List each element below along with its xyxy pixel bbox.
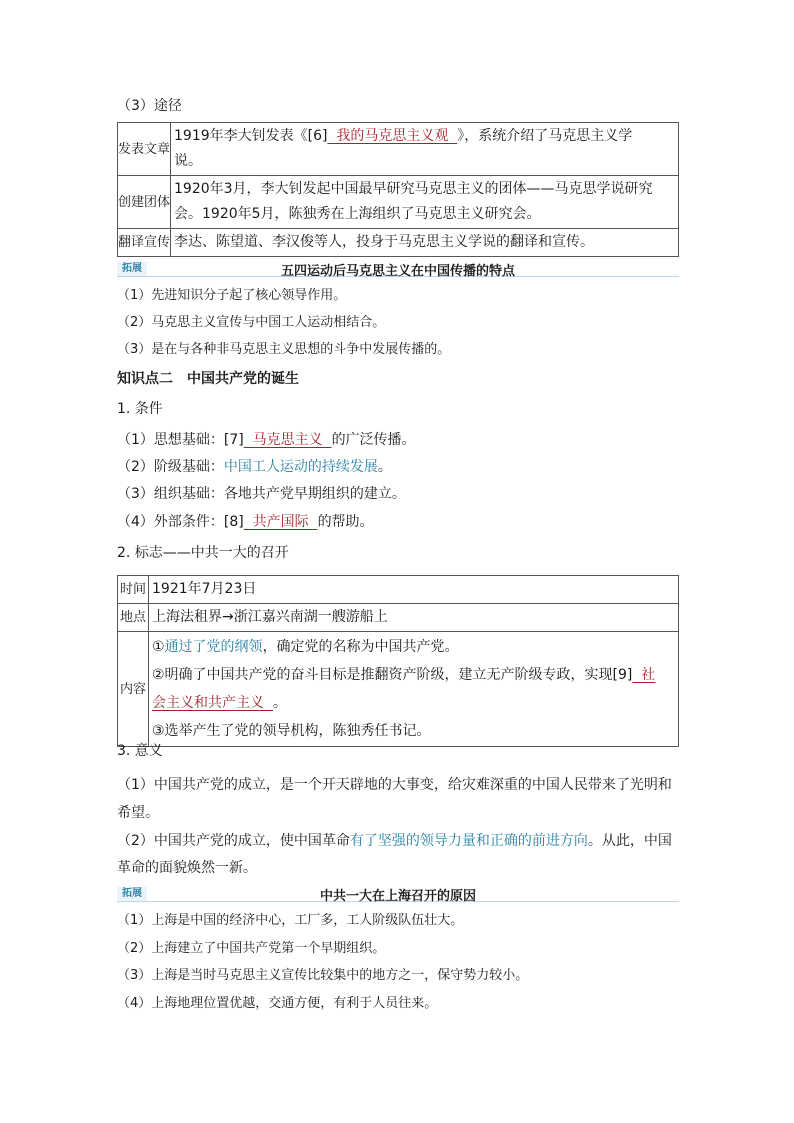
highlight-text: 中国工人运动的持续发展: [223, 459, 378, 475]
list-item: （1）上海是中国的经济中心，工厂多，工人阶级队伍壮大。: [117, 913, 464, 928]
table-row: [118, 123, 679, 176]
extension-title: 五四运动后马克思主义在中国传播的特点: [280, 264, 515, 279]
table-first-congress: [117, 575, 679, 747]
table-row: [118, 604, 679, 632]
extension-bar: [117, 262, 679, 277]
text: （4）外部条件：[8]: [117, 514, 244, 530]
list-item: （3）组织基础：各地共产党早期组织的建立。: [117, 486, 406, 502]
paragraph-line: 革命的面貌焕然一新。: [117, 860, 257, 876]
text: 的广泛传播。: [331, 432, 416, 448]
extension-bar: [117, 887, 679, 902]
text: 。: [377, 459, 392, 475]
text: 。: [272, 695, 287, 711]
answer-9-cont: 会主义和共产主义: [152, 695, 273, 711]
list-item: （3）上海是当时马克思主义宣传比较集中的地方之一，保守势力较小。: [117, 968, 529, 983]
text: 的帮助。: [317, 514, 374, 530]
row-label: 地点: [118, 604, 149, 632]
text: （1）思想基础：[7]: [117, 432, 244, 448]
row-label: 发表文章: [118, 123, 171, 176]
paragraph-line: [117, 831, 672, 851]
extension-badge: 拓展: [117, 262, 147, 276]
list-item: [117, 512, 374, 532]
row-content: 李达、陈望道、李汉俊等人，投身于马克思主义学说的翻译和宣传。: [171, 229, 679, 257]
paragraph-line: （1）中国共产党的成立，是一个开天辟地的大事变，给灾难深重的中国人民带来了光明和: [117, 777, 672, 793]
list-item: [117, 457, 392, 477]
text: ，确定党的名称为中国共产党。: [262, 639, 459, 655]
answer-7: 马克思主义: [243, 432, 332, 448]
row-content: [149, 632, 679, 747]
list-item: （2）马克思主义宣传与中国工人运动相结合。: [117, 315, 386, 330]
row-content: 1921年7月23日: [149, 576, 679, 604]
text: 1919年李大钊发表《[6]: [174, 128, 328, 144]
row-label: 创建团体: [118, 176, 171, 229]
table-row: [118, 632, 679, 747]
row-label: 内容: [118, 632, 149, 747]
list-item: [117, 430, 416, 450]
table-row: [118, 229, 679, 257]
section-heading-path: （3）途径: [117, 98, 182, 114]
row-content: 上海法租界→浙江嘉兴南湖一艘游船上: [149, 604, 679, 632]
extension-title: 中共一大在上海召开的原因: [319, 889, 476, 904]
highlight-text: 有了坚强的领导力量和正确的前进方向: [349, 833, 588, 849]
knowledge-point-heading: 知识点二 中国共产党的诞生: [117, 371, 299, 387]
text: ②明确了中国共产党的奋斗目标是推翻资产阶级，建立无产阶级专政，实现[9]: [152, 667, 633, 683]
section-heading-conditions: 1. 条件: [117, 401, 163, 417]
table-row: [118, 176, 679, 229]
row-content: [171, 176, 679, 229]
list-item: （3）是在与各种非马克思主义思想的斗争中发展传播的。: [117, 342, 451, 357]
answer-9: 社: [632, 667, 656, 683]
section-heading-sign: 2. 标志——中共一大的召开: [117, 545, 289, 561]
row-label: 时间: [118, 576, 149, 604]
table-spread-path: [117, 122, 679, 257]
text: 会。1920年5月，陈独秀在上海组织了马克思主义研究会。: [174, 206, 541, 222]
section-heading-meaning: 3. 意义: [117, 743, 163, 759]
text: ①: [152, 639, 165, 655]
text: （2）阶级基础：: [117, 459, 224, 475]
extension-badge: 拓展: [117, 887, 147, 901]
list-item: （2）上海建立了中国共产党第一个早期组织。: [117, 941, 386, 956]
text: 说。: [174, 153, 203, 169]
answer-8: 共产国际: [243, 514, 318, 530]
row-content: [171, 123, 679, 176]
text: 。从此，中国: [587, 833, 672, 849]
table-row: [118, 576, 679, 604]
list-item: （1）先进知识分子起了核心领导作用。: [117, 288, 347, 303]
list-item: （4）上海地理位置优越，交通方便，有利于人员往来。: [117, 996, 438, 1011]
answer-6: 我的马克思主义观: [327, 128, 458, 144]
row-label: 翻译宣传: [118, 229, 171, 257]
text: 1920年3月，李大钊发起中国最早研究马克思主义的团体——马克思学说研究: [174, 181, 653, 197]
text: 》，系统介绍了马克思主义学: [457, 128, 633, 144]
highlight-text: 通过了党的纲领: [164, 639, 263, 655]
text: （2）中国共产党的成立，使中国革命: [117, 833, 350, 849]
paragraph-line: 希望。: [117, 805, 159, 821]
text: ③选举产生了党的领导机构，陈独秀任书记。: [152, 723, 431, 739]
